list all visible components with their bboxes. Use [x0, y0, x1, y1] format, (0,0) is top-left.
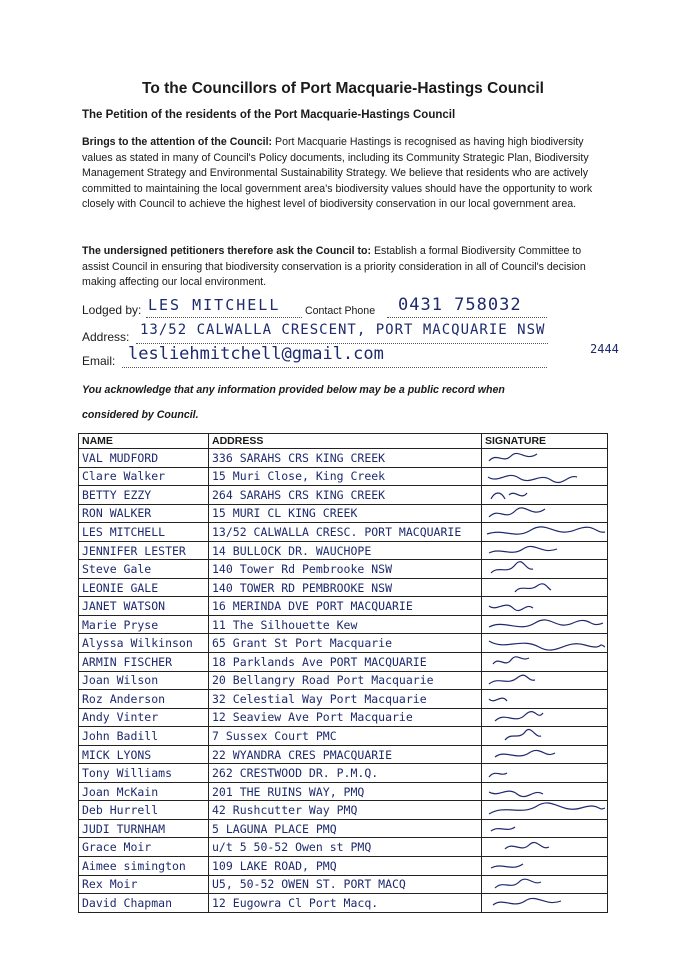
- row-name: Alyssa Wilkinson: [82, 636, 193, 651]
- row-address: 109 LAKE ROAD, PMQ: [212, 858, 337, 873]
- row-address: 12 Eugowra Cl Port Macq.: [212, 895, 379, 910]
- row-name: Deb Hurrell: [82, 803, 159, 818]
- handwritten-signature: [485, 858, 605, 874]
- row-name: RON WALKER: [82, 506, 152, 521]
- attention-text: Port Macquarie Hastings is recognised as having high biodiversity values as stated in many of Council's Policy documents, including its Community Strategic Plan, Biodiversity Management Strategy and Environmental Sustainability Strategy. We believe that residents who are actively committed to maintaining the local government area's biodiversity values should have the opportunity to work closely with Council to achieve the highest level of biodiversity conservation in our local government area.: [82, 136, 593, 211]
- table-row: [79, 523, 608, 542]
- page-title: To the Councillors of Port Macquarie-Hastings Council: [142, 80, 544, 97]
- row-address: 12 Seaview Ave Port Macquarie: [212, 710, 413, 725]
- handwritten-signature: [485, 691, 605, 707]
- row-name-cell: [79, 690, 209, 709]
- row-address-cell: [209, 486, 482, 505]
- request-text: Establish a formal Biodiversity Committee to assist Council in ensuring that biodiversity conservation is a priority consideration in all of Council's decision making affecting our local environment.: [82, 245, 586, 289]
- table-row: [79, 801, 608, 820]
- row-address: 15 Muri Close, King Creek: [212, 469, 386, 484]
- attention-paragraph: [82, 135, 602, 213]
- row-address-cell: [209, 727, 482, 746]
- row-address-cell: [209, 653, 482, 672]
- row-name-cell: [79, 541, 209, 560]
- handwritten-signature: [485, 709, 605, 725]
- row-address: U5, 50-52 OWEN ST. PORT MACQ: [212, 877, 406, 892]
- table-row: [79, 467, 608, 486]
- row-signature-cell: [482, 764, 608, 783]
- row-address: 13/52 CALWALLA CRESC. PORT MACQUARIE: [212, 524, 462, 539]
- row-address: 201 THE RUINS WAY, PMQ: [212, 784, 365, 799]
- table-row: [79, 875, 608, 894]
- handwritten-signature: [485, 635, 605, 651]
- row-signature-cell: [482, 857, 608, 876]
- table-row: [79, 894, 608, 913]
- handwritten-signature: [485, 654, 605, 670]
- row-name: LEONIE GALE: [82, 580, 159, 595]
- row-signature-cell: [482, 727, 608, 746]
- row-address: 15 MURI CL KING CREEK: [212, 506, 358, 521]
- petition-signature-table: [78, 433, 608, 913]
- acknowledge-line-1: You acknowledge that any information provided below may be a public record when: [82, 384, 505, 396]
- row-address: 262 CRESTWOOD DR. P.M.Q.: [212, 766, 379, 781]
- row-signature-cell: [482, 541, 608, 560]
- row-name-cell: [79, 486, 209, 505]
- row-name: Joan Wilson: [82, 673, 159, 688]
- row-signature-cell: [482, 819, 608, 838]
- handwritten-signature: [485, 505, 605, 521]
- row-address-cell: [209, 560, 482, 579]
- row-name-cell: [79, 653, 209, 672]
- row-name: David Chapman: [82, 895, 173, 910]
- lodged-by-row: [82, 303, 141, 317]
- table-row: [79, 653, 608, 672]
- table-row: [79, 819, 608, 838]
- row-name-cell: [79, 560, 209, 579]
- lodged-by-label: Lodged by:: [82, 303, 142, 317]
- address-value: 13/52 CALWALLA CRESCENT, PORT MACQUARIE NSW: [140, 322, 546, 338]
- row-name-cell: [79, 875, 209, 894]
- row-name-cell: [79, 838, 209, 857]
- table-row: [79, 857, 608, 876]
- request-paragraph: [82, 244, 602, 291]
- row-address: 5 LAGUNA PLACE PMQ: [212, 821, 337, 836]
- table-row: [79, 541, 608, 560]
- row-name-cell: [79, 504, 209, 523]
- row-address-cell: [209, 764, 482, 783]
- row-address-cell: [209, 578, 482, 597]
- table-row: [79, 764, 608, 783]
- row-name: LES MITCHELL: [82, 524, 166, 539]
- table-row: [79, 708, 608, 727]
- table-row: [79, 782, 608, 801]
- row-name-cell: [79, 597, 209, 616]
- handwritten-signature: [485, 524, 605, 540]
- lodged-by-value: LES MITCHELL: [148, 296, 281, 314]
- row-address: 20 Bellangry Road Port Macquarie: [212, 673, 434, 688]
- handwritten-signature: [485, 561, 605, 577]
- email-label: Email:: [82, 354, 116, 368]
- handwritten-signature: [485, 876, 605, 892]
- row-address-cell: [209, 708, 482, 727]
- row-address: 42 Rushcutter Way PMQ: [212, 803, 358, 818]
- row-address: 14 BULLOCK DR. WAUCHOPE: [212, 543, 372, 558]
- handwritten-signature: [485, 672, 605, 688]
- row-address-cell: [209, 671, 482, 690]
- row-name: ARMIN FISCHER: [82, 654, 173, 669]
- row-name: BETTY EZZY: [82, 487, 152, 502]
- row-name: Aimee simington: [82, 858, 186, 873]
- handwritten-signature: [485, 450, 605, 466]
- handwritten-signature: [485, 617, 605, 633]
- postcode-value: 2444: [590, 342, 619, 356]
- contact-phone-value: 0431 758032: [398, 295, 522, 315]
- row-name-cell: [79, 578, 209, 597]
- row-signature-cell: [482, 560, 608, 579]
- row-name: Joan McKain: [82, 784, 159, 799]
- row-name: JENNIFER LESTER: [82, 543, 186, 558]
- row-address: 7 Sussex Court PMC: [212, 728, 337, 743]
- row-address-cell: [209, 615, 482, 634]
- row-address-cell: [209, 523, 482, 542]
- table-row: [79, 745, 608, 764]
- row-name-cell: [79, 894, 209, 913]
- row-name: JANET WATSON: [82, 599, 166, 614]
- handwritten-signature: [485, 895, 605, 911]
- row-address: 32 Celestial Way Port Macquarie: [212, 691, 427, 706]
- row-address: 18 Parklands Ave PORT MACQUARIE: [212, 654, 427, 669]
- table-row: [79, 504, 608, 523]
- row-name-cell: [79, 764, 209, 783]
- handwritten-signature: [485, 765, 605, 781]
- contact-phone-label: Contact Phone: [305, 305, 376, 317]
- table-row: [79, 838, 608, 857]
- handwritten-signature: [485, 543, 605, 559]
- row-name: JUDI TURNHAM: [82, 821, 166, 836]
- table-header-row: [79, 434, 608, 449]
- row-signature-cell: [482, 597, 608, 616]
- row-signature-cell: [482, 523, 608, 542]
- row-name-cell: [79, 523, 209, 542]
- row-name-cell: [79, 819, 209, 838]
- handwritten-signature: [485, 487, 605, 503]
- row-signature-cell: [482, 578, 608, 597]
- row-signature-cell: [482, 782, 608, 801]
- row-name-cell: [79, 449, 209, 468]
- row-name-cell: [79, 727, 209, 746]
- row-name: Tony Williams: [82, 766, 173, 781]
- row-address-cell: [209, 894, 482, 913]
- row-address-cell: [209, 449, 482, 468]
- row-address: 140 TOWER RD PEMBROOKE NSW: [212, 580, 393, 595]
- row-address-cell: [209, 782, 482, 801]
- row-name: Roz Anderson: [82, 691, 166, 706]
- row-address: 22 WYANDRA CRES PMACQUARIE: [212, 747, 393, 762]
- row-name-cell: [79, 801, 209, 820]
- row-name-cell: [79, 467, 209, 486]
- row-name-cell: [79, 708, 209, 727]
- row-name: Steve Gale: [82, 562, 152, 577]
- row-signature-cell: [482, 690, 608, 709]
- row-address-cell: [209, 801, 482, 820]
- table-row: [79, 449, 608, 468]
- row-signature-cell: [482, 745, 608, 764]
- handwritten-signature: [485, 839, 605, 855]
- row-address-cell: [209, 597, 482, 616]
- row-address-cell: [209, 745, 482, 764]
- row-signature-cell: [482, 838, 608, 857]
- row-address-cell: [209, 467, 482, 486]
- handwritten-signature: [485, 747, 605, 763]
- row-signature-cell: [482, 504, 608, 523]
- row-name-cell: [79, 634, 209, 653]
- petition-subtitle: The Petition of the residents of the Port Macquarie-Hastings Council: [82, 109, 456, 121]
- row-name-cell: [79, 745, 209, 764]
- handwritten-signature: [485, 728, 605, 744]
- table-row: [79, 634, 608, 653]
- row-signature-cell: [482, 894, 608, 913]
- table-row: [79, 560, 608, 579]
- row-name: Marie Pryse: [82, 617, 159, 632]
- row-address: 11 The Silhouette Kew: [212, 617, 358, 632]
- row-address-cell: [209, 634, 482, 653]
- row-name: VAL MUDFORD: [82, 450, 159, 465]
- row-address-cell: [209, 541, 482, 560]
- row-name: Clare Walker: [82, 469, 166, 484]
- row-address-cell: [209, 875, 482, 894]
- table-row: [79, 727, 608, 746]
- header-signature: SIGNATURE: [482, 434, 608, 449]
- row-address-cell: [209, 819, 482, 838]
- handwritten-signature: [485, 468, 605, 484]
- row-address-cell: [209, 838, 482, 857]
- email-value: lesliehmitchell@gmail.com: [128, 344, 384, 364]
- row-signature-cell: [482, 875, 608, 894]
- row-name: Grace Moir: [82, 840, 152, 855]
- table-row: [79, 671, 608, 690]
- row-address: 16 MERINDA DVE PORT MACQUARIE: [212, 599, 413, 614]
- row-name-cell: [79, 857, 209, 876]
- row-address-cell: [209, 857, 482, 876]
- table-row: [79, 578, 608, 597]
- address-label: Address:: [82, 330, 130, 344]
- header-name: NAME: [79, 434, 209, 449]
- row-address: u/t 5 50-52 Owen st PMQ: [212, 840, 372, 855]
- request-label: The undersigned petitioners therefore ask the Council to:: [82, 245, 372, 257]
- handwritten-signature: [485, 821, 605, 837]
- table-row: [79, 690, 608, 709]
- row-name-cell: [79, 782, 209, 801]
- row-signature-cell: [482, 671, 608, 690]
- row-address-cell: [209, 690, 482, 709]
- row-signature-cell: [482, 708, 608, 727]
- attention-label: Brings to the attention of the Council:: [82, 136, 273, 148]
- row-address-cell: [209, 504, 482, 523]
- row-name-cell: [79, 615, 209, 634]
- row-signature-cell: [482, 634, 608, 653]
- handwritten-signature: [485, 802, 605, 818]
- row-name: Andy Vinter: [82, 710, 159, 725]
- row-name: Rex Moir: [82, 877, 138, 892]
- row-signature-cell: [482, 801, 608, 820]
- row-signature-cell: [482, 467, 608, 486]
- header-address: ADDRESS: [209, 434, 482, 449]
- handwritten-signature: [485, 580, 605, 596]
- row-name: MICK LYONS: [82, 747, 152, 762]
- table-row: [79, 486, 608, 505]
- row-name: John Badill: [82, 728, 159, 743]
- row-name-cell: [79, 671, 209, 690]
- table-row: [79, 597, 608, 616]
- row-address: 140 Tower Rd Pembrooke NSW: [212, 562, 393, 577]
- table-row: [79, 615, 608, 634]
- row-address: 336 SARAHS CRS KING CREEK: [212, 450, 386, 465]
- row-signature-cell: [482, 615, 608, 634]
- row-address: 264 SARAHS CRS KING CREEK: [212, 487, 386, 502]
- row-signature-cell: [482, 486, 608, 505]
- handwritten-signature: [485, 784, 605, 800]
- row-address: 65 Grant St Port Macquarie: [212, 636, 393, 651]
- handwritten-signature: [485, 598, 605, 614]
- row-signature-cell: [482, 653, 608, 672]
- row-signature-cell: [482, 449, 608, 468]
- acknowledge-line-2: considered by Council.: [82, 409, 199, 421]
